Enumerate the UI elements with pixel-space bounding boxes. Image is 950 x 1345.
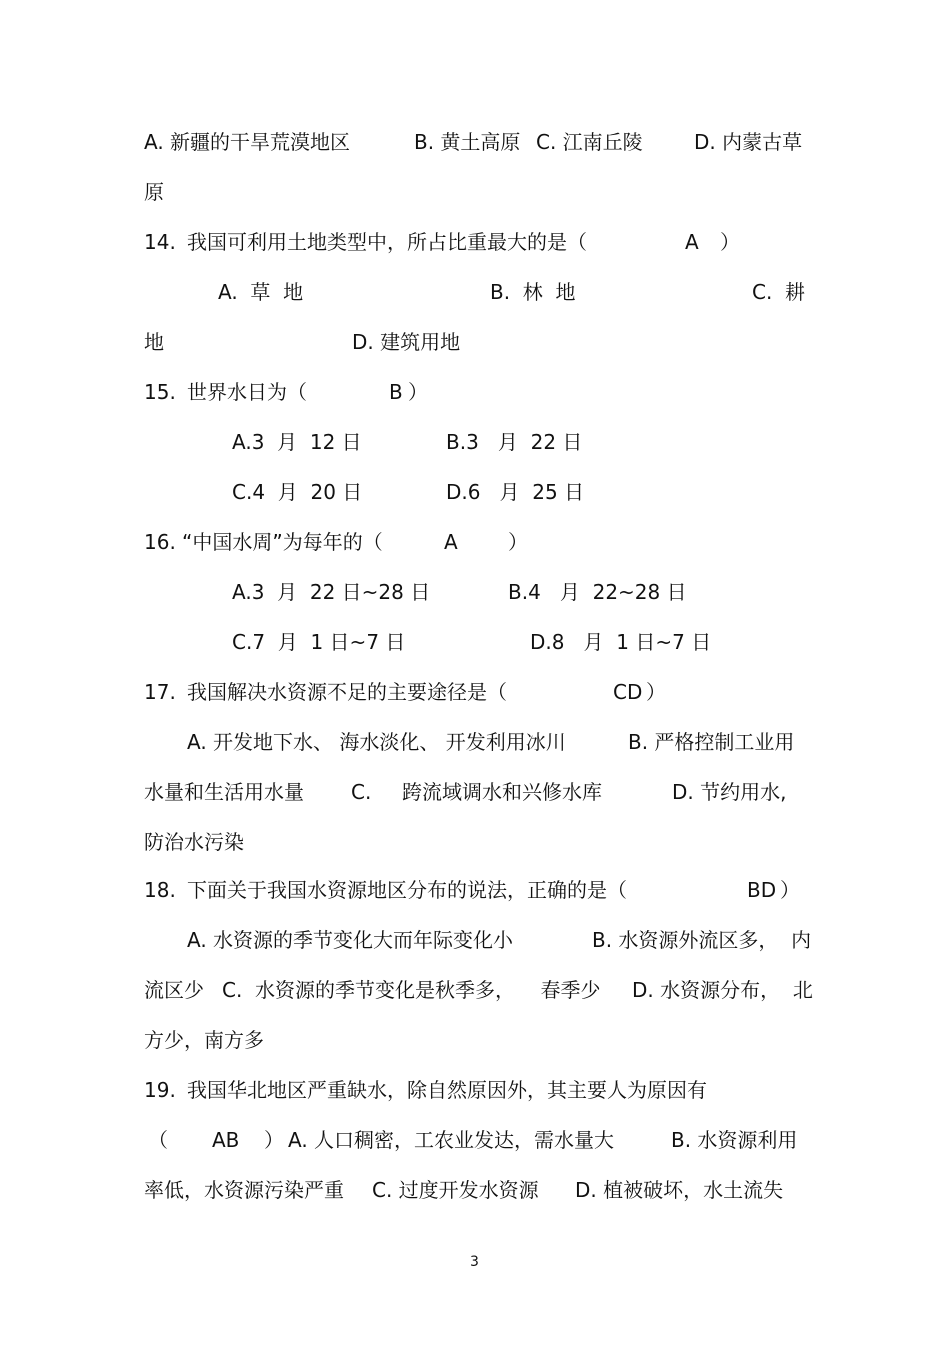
q14-option-b: B. 林 地 [490, 280, 576, 304]
q17-answer: CD [613, 680, 643, 704]
q17-option-c-label: C. [351, 780, 372, 804]
q19-option-b: B. 水资源利用 [671, 1128, 798, 1152]
q16-stem: “中国水周”为每年的（ [182, 530, 383, 554]
q15-answer: B [389, 380, 403, 404]
q15-option-b: B.3 月 22 日 [446, 430, 583, 454]
q16-option-d: D.8 月 1 日~7 日 [530, 630, 712, 654]
q14-number: 14. [144, 230, 176, 254]
q16-close: ） [508, 530, 528, 554]
q17-stem: 我国解决水资源不足的主要途径是（ [187, 680, 507, 704]
q19-open: （ [148, 1128, 168, 1152]
q19-answer: AB [212, 1128, 240, 1152]
q13-option-d-cont: 原 [144, 180, 164, 204]
q15-stem: 世界水日为（ [187, 380, 307, 404]
q18-option-c: C. 水资源的季节变化是秋季多， 春季少 [222, 978, 601, 1002]
q15-close: ） [408, 380, 428, 404]
q15-option-a: A.3 月 12 日 [232, 430, 362, 454]
q15-option-d: D.6 月 25 日 [446, 480, 585, 504]
q14-option-a: A. 草 地 [218, 280, 304, 304]
q18-option-b-cont: 流区少 [144, 978, 204, 1002]
q18-option-b: B. 水资源外流区多， 内 [592, 928, 812, 952]
q14-option-d: D. 建筑用地 [352, 330, 461, 354]
q17-option-c: 跨流域调水和兴修水库 [402, 780, 602, 804]
q16-number: 16. [144, 530, 176, 554]
q13-option-b: B. 黄土高原 [414, 130, 521, 154]
q19-option-a: A. 人口稠密，工农业发达，需水量大 [288, 1128, 615, 1152]
q19-number: 19. [144, 1078, 176, 1102]
q17-close: ） [646, 680, 666, 704]
q18-close: ） [780, 878, 800, 902]
q18-number: 18. [144, 878, 176, 902]
q19-close: ） [264, 1128, 284, 1152]
q18-stem: 下面关于我国水资源地区分布的说法，正确的是（ [187, 878, 627, 902]
q14-answer: A [685, 230, 699, 254]
q13-option-c: C. 江南丘陵 [536, 130, 643, 154]
q13-option-a: A. 新疆的干旱荒漠地区 [144, 130, 351, 154]
q16-option-a: A.3 月 22 日~28 日 [232, 580, 431, 604]
q13-option-d: D. 内蒙古草 [694, 130, 803, 154]
q16-option-c: C.7 月 1 日~7 日 [232, 630, 406, 654]
q14-close: ） [720, 230, 740, 254]
q18-option-d-cont: 方少，南方多 [144, 1028, 264, 1052]
q19-option-d: D. 植被破坏，水土流失 [575, 1178, 784, 1202]
q17-option-b-cont: 水量和生活用水量 [144, 780, 304, 804]
q18-option-a: A. 水资源的季节变化大而年际变化小 [187, 928, 514, 952]
q16-answer: A [444, 530, 458, 554]
q17-option-d-cont: 防治水污染 [144, 830, 244, 854]
q17-option-a: A. 开发地下水、 海水淡化、 开发利用冰川 [187, 730, 566, 754]
q14-option-c: C. 耕 [752, 280, 806, 304]
q14-stem: 我国可利用土地类型中，所占比重最大的是（ [187, 230, 587, 254]
q19-option-c: C. 过度开发水资源 [372, 1178, 539, 1202]
q17-number: 17. [144, 680, 176, 704]
q14-option-c-cont: 地 [144, 330, 164, 354]
page-number: 3 [470, 1254, 479, 1270]
q17-option-d: D. 节约用水, [672, 780, 787, 804]
q15-number: 15. [144, 380, 176, 404]
q18-option-d: D. 水资源分布， 北 [632, 978, 813, 1002]
q15-option-c: C.4 月 20 日 [232, 480, 363, 504]
q17-option-b: B. 严格控制工业用 [628, 730, 795, 754]
q16-option-b: B.4 月 22~28 日 [508, 580, 687, 604]
q19-option-b-cont: 率低，水资源污染严重 [144, 1178, 344, 1202]
q18-answer: BD [747, 878, 777, 902]
q19-stem: 我国华北地区严重缺水，除自然原因外，其主要人为原因有 [187, 1078, 707, 1102]
